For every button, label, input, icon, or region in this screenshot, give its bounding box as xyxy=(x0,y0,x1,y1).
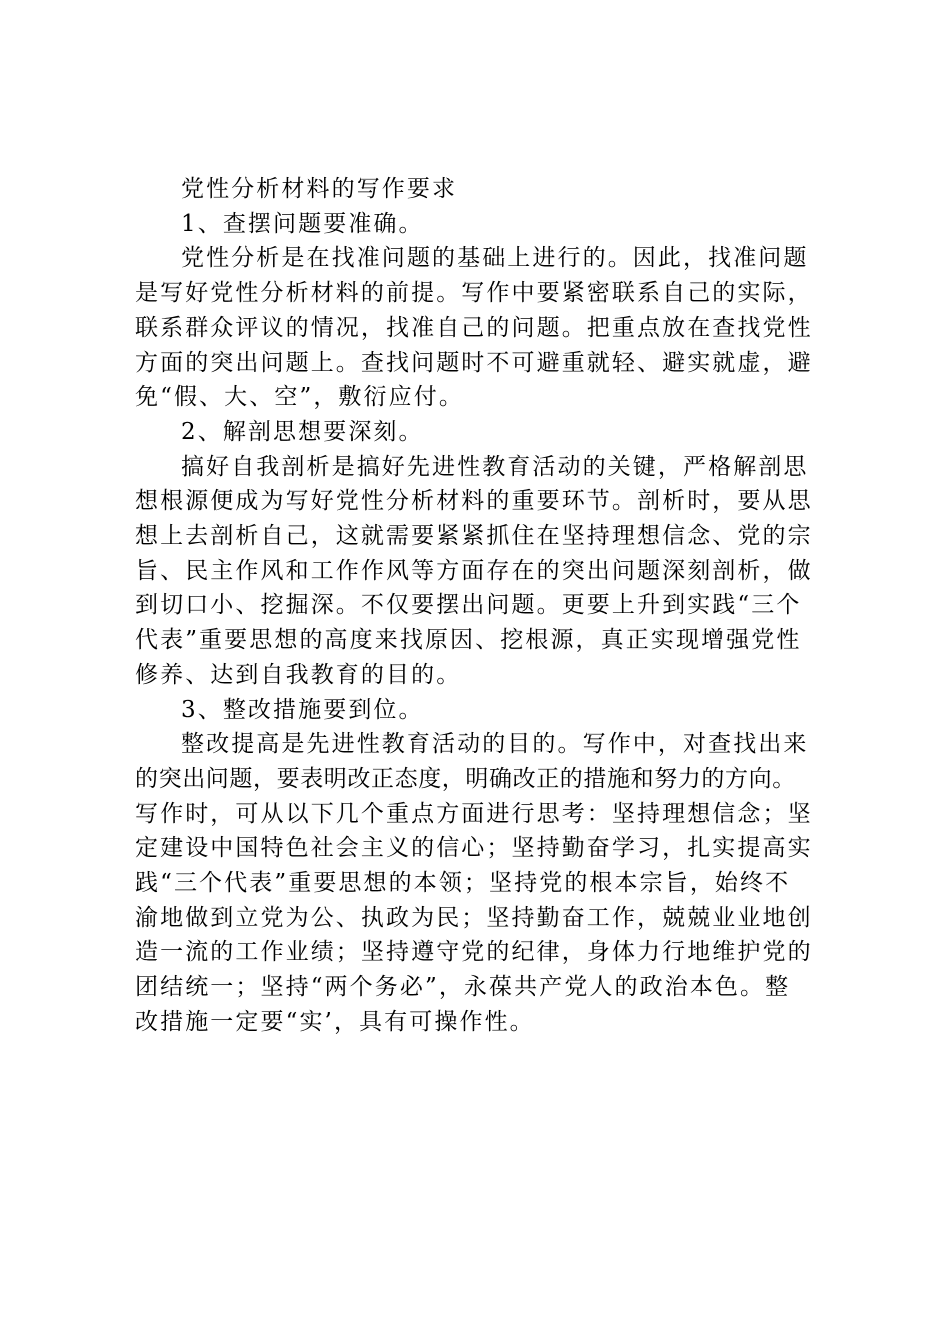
paragraph-line: 写作时，可从以下几个重点方面进行思考：坚持理想信念；坚 xyxy=(135,800,813,827)
section-heading-3: 3、整改措施要到位。 xyxy=(181,696,424,723)
paragraph-line: 定建设中国特色社会主义的信心；坚持勤奋学习，扎实提高实 xyxy=(135,835,813,862)
paragraph-line: 造一流的工作业绩；坚持遵守党的纪律，身体力行地维护党的 xyxy=(135,939,813,966)
paragraph-line: 的突出问题，要表明改正态度，明确改正的措施和努力的方向。 xyxy=(135,765,796,792)
paragraph-line: 到切口小、挖掘深。不仅要摆出问题。更要上升到实践“三个 xyxy=(135,592,802,619)
paragraph-line: 免“假、大、空”，敷衍应付。 xyxy=(135,384,464,411)
paragraph-line: 改措施一定要“实’，具有可操作性。 xyxy=(135,1008,535,1035)
paragraph-line: 想上去剖析自己，这就需要紧紧抓住在坚持理想信念、党的宗 xyxy=(135,523,813,550)
paragraph-line: 想根源便成为写好党性分析材料的重要环节。剖析时，要从思 xyxy=(135,488,813,515)
paragraph-line: 整改提高是先进性教育活动的目的。写作中，对查找出来 xyxy=(181,731,809,758)
paragraph-line: 旨、民主作风和工作作风等方面存在的突出问题深刻剖析，做 xyxy=(135,557,813,584)
paragraph-line: 团结统一；坚持“两个务必”，永葆共产党人的政治本色。整 xyxy=(135,974,791,1001)
paragraph-line: 渝地做到立党为公、执政为民；坚持勤奋工作，兢兢业业地创 xyxy=(135,904,813,931)
document-title: 党性分析材料的写作要求 xyxy=(181,176,458,202)
section-heading-1: 1、查摆问题要准确。 xyxy=(181,210,424,237)
section-heading-2: 2、解剖思想要深刻。 xyxy=(181,418,424,445)
paragraph-line: 搞好自我剖析是搞好先进性教育活动的关键，严格解剖思 xyxy=(181,453,809,480)
paragraph-line: 是写好党性分析材料的前提。写作中要紧密联系自己的实际， xyxy=(135,280,813,307)
paragraph-line: 代表”重要思想的高度来找原因、挖根源，真正实现增强党性 xyxy=(135,627,802,654)
paragraph-line: 修养、达到自我教育的目的。 xyxy=(135,661,462,688)
paragraph-line: 党性分析是在找准问题的基础上进行的。因此，找准问题 xyxy=(181,245,809,272)
paragraph-line: 联系群众评议的情况，找准自己的问题。把重点放在查找党性 xyxy=(135,314,813,341)
document-body xyxy=(135,172,830,1040)
paragraph-line: 方面的突出问题上。查找问题时不可避重就轻、避实就虚，避 xyxy=(135,349,813,376)
paragraph-line: 践“三个代表”重要思想的本领；坚持党的根本宗旨，始终不 xyxy=(135,870,791,897)
